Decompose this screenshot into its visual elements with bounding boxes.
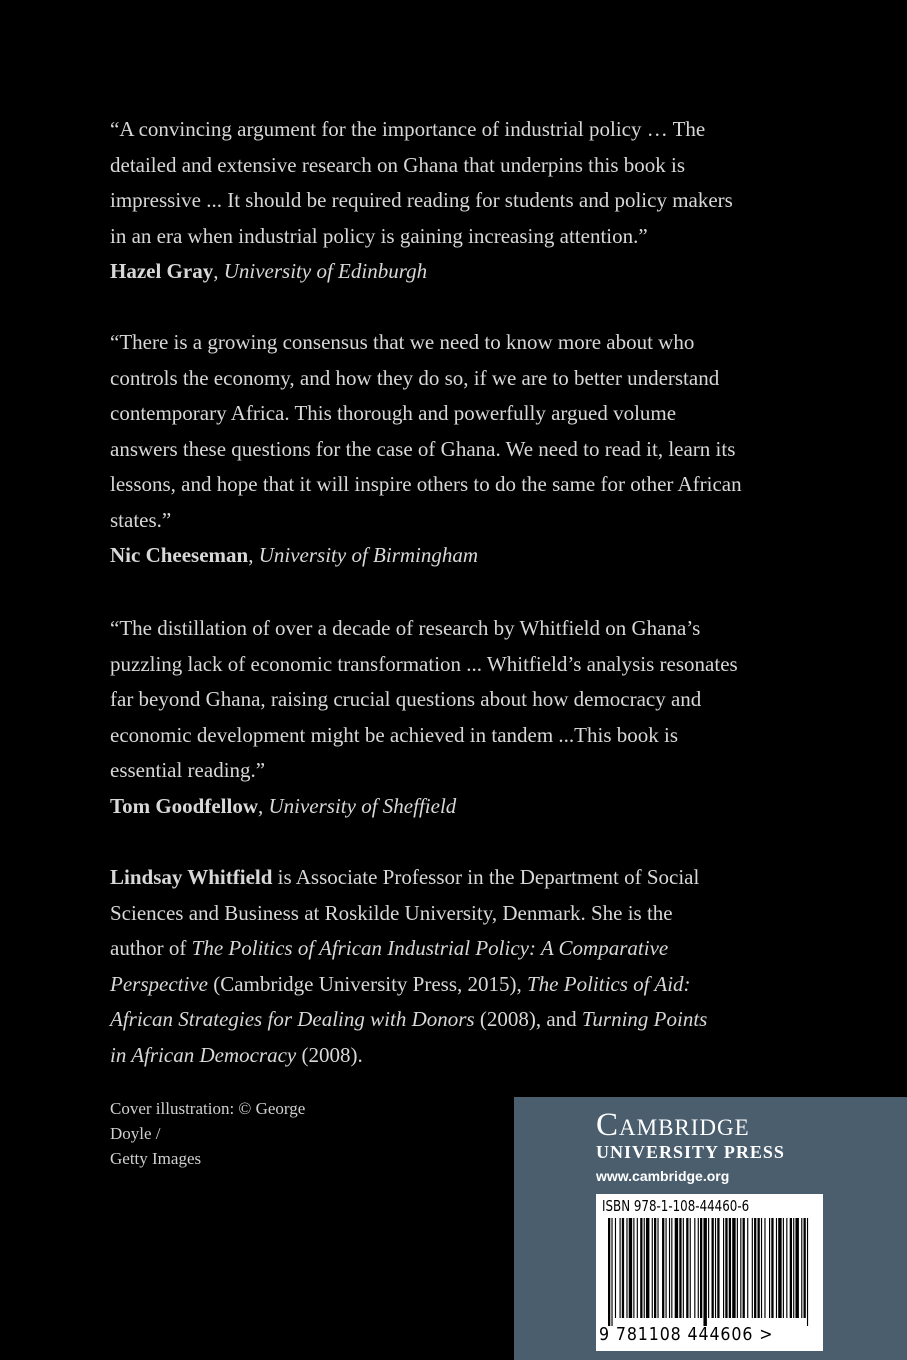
barcode-bar bbox=[679, 1218, 681, 1318]
barcode-bar bbox=[686, 1218, 688, 1318]
barcode-bar bbox=[644, 1218, 645, 1318]
quote-line: “A convincing argument for the importance of industrial policy … The bbox=[110, 117, 706, 141]
bio-text-run: (2008), and bbox=[474, 1007, 582, 1031]
book-title: The Politics of Aid: bbox=[527, 971, 691, 996]
quote-line: “There is a growing consensus that we need to know more about who bbox=[110, 330, 695, 354]
barcode-bar bbox=[761, 1218, 762, 1318]
quote-line: impressive ... It should be required reading for students and policy makers bbox=[110, 188, 733, 212]
book-title: The Politics of African Industrial Policy: A Comparative bbox=[191, 936, 669, 960]
barcode-bar bbox=[633, 1218, 634, 1318]
barcode-icon bbox=[602, 1218, 817, 1326]
endorsement-3 bbox=[110, 611, 822, 824]
publisher-subtitle: UNIVERSITY PRESS bbox=[596, 1142, 785, 1162]
isbn-label: ISBN 978-1-108-44460-6 bbox=[602, 1197, 750, 1215]
bio-text-run: (Cambridge University Press, 2015), bbox=[207, 971, 527, 996]
endorser-name: Nic Cheeseman bbox=[110, 543, 249, 567]
barcode-bar bbox=[708, 1218, 709, 1318]
endorser-name: Tom Goodfellow bbox=[110, 793, 258, 818]
bio-text-run: author of bbox=[110, 936, 192, 960]
bio-text-run: (2008). bbox=[296, 1042, 363, 1067]
barcode-bar bbox=[615, 1218, 616, 1318]
quote-line: states.” bbox=[110, 507, 172, 532]
bio-text-run: Sciences and Business at Roskilde University, Denmark. She is the bbox=[110, 900, 673, 925]
barcode-bar bbox=[652, 1218, 653, 1318]
cover-credit-line: Cover illustration: © George Doyle / bbox=[110, 1099, 306, 1143]
barcode-bar bbox=[778, 1218, 781, 1318]
barcode-bar bbox=[732, 1218, 735, 1318]
author-bio-text bbox=[110, 860, 822, 1073]
barcode-bar bbox=[793, 1218, 794, 1318]
barcode-bar bbox=[671, 1218, 672, 1318]
publisher-panel bbox=[514, 1097, 907, 1360]
quote-line: lessons, and hope that it will inspire others to do the same for other African bbox=[110, 472, 742, 496]
barcode-bar bbox=[646, 1218, 649, 1318]
barcode-bar bbox=[801, 1218, 802, 1318]
barcode-bar bbox=[654, 1218, 656, 1318]
barcode-bar bbox=[703, 1218, 706, 1326]
barcode-bar bbox=[740, 1218, 741, 1318]
barcode-bar bbox=[657, 1218, 658, 1318]
barcode-bar bbox=[608, 1218, 610, 1326]
barcode-bar bbox=[690, 1218, 691, 1318]
barcode-bar bbox=[776, 1218, 777, 1318]
quote-line: essential reading.” bbox=[110, 758, 266, 782]
barcode-bar bbox=[715, 1218, 716, 1318]
barcode-bar bbox=[737, 1218, 738, 1318]
endorser-affiliation: University of Edinburgh bbox=[223, 259, 428, 283]
barcode-box bbox=[596, 1194, 823, 1351]
barcode-digits: 9 781108 444606 > bbox=[599, 1324, 774, 1345]
barcode-bar bbox=[752, 1218, 753, 1318]
barcode-bar bbox=[795, 1218, 798, 1318]
barcode-bar bbox=[747, 1218, 748, 1318]
quote-line: economic development might be achieved in tandem ...This book is bbox=[110, 722, 679, 747]
barcode-bar bbox=[637, 1218, 638, 1318]
barcode-bar bbox=[717, 1218, 719, 1318]
barcode-bar bbox=[626, 1218, 627, 1318]
barcode-bar bbox=[666, 1218, 667, 1318]
barcode-bar bbox=[698, 1218, 699, 1318]
endorser-affiliation: University of Birmingham bbox=[258, 543, 479, 567]
barcode-bar bbox=[771, 1218, 773, 1318]
barcode-bar bbox=[754, 1218, 756, 1318]
barcode-bar bbox=[725, 1218, 727, 1318]
barcode-bar bbox=[712, 1218, 714, 1318]
barcode-bar bbox=[700, 1218, 702, 1318]
cover-credit bbox=[110, 1096, 310, 1171]
barcode-bar bbox=[729, 1218, 731, 1318]
barcode-bar bbox=[620, 1218, 621, 1318]
barcode-bar bbox=[783, 1218, 784, 1318]
endorsement-2 bbox=[110, 325, 822, 574]
barcode-bar bbox=[683, 1218, 684, 1318]
book-title: in African Democracy bbox=[110, 1042, 297, 1067]
endorsement-1 bbox=[110, 112, 822, 290]
barcode-bar bbox=[758, 1218, 760, 1318]
author-bio bbox=[110, 860, 822, 1073]
endorser-name: Hazel Gray bbox=[110, 259, 214, 283]
barcode-bar bbox=[769, 1218, 770, 1318]
endorsement-attribution: Nic Cheeseman, University of Birmingham bbox=[110, 543, 479, 567]
barcode-bar bbox=[723, 1218, 724, 1318]
quote-line: contemporary Africa. This thorough and powerfully argued volume bbox=[110, 401, 677, 425]
barcode-bar bbox=[807, 1218, 808, 1326]
endorsement-quote bbox=[110, 325, 822, 538]
quote-line: puzzling lack of economic transformation ... Whitfield’s analysis resonates bbox=[110, 651, 738, 676]
quote-line: “The distillation of over a decade of research by Whitfield on Ghana’s bbox=[110, 616, 701, 640]
quote-line: detailed and extensive research on Ghana that underpins this book is bbox=[110, 152, 685, 177]
barcode-bar bbox=[804, 1218, 806, 1318]
barcode-bar bbox=[675, 1218, 678, 1318]
barcode-bar bbox=[629, 1218, 632, 1318]
barcode-bar bbox=[622, 1218, 624, 1318]
barcode-bar bbox=[790, 1218, 792, 1318]
endorsement-attribution: Tom Goodfellow, University of Sheffield bbox=[110, 793, 457, 818]
publisher-name: Cambridge bbox=[596, 1107, 750, 1143]
barcode-bar bbox=[743, 1218, 745, 1318]
bio-text-run: is Associate Professor in the Department of Social bbox=[272, 865, 700, 889]
barcode-bar bbox=[786, 1218, 787, 1318]
barcode-bar bbox=[662, 1218, 664, 1318]
barcode-bar bbox=[764, 1218, 765, 1318]
barcode-bar bbox=[669, 1218, 670, 1318]
author-name: Lindsay Whitfield bbox=[110, 865, 273, 889]
barcode-bar bbox=[611, 1218, 612, 1326]
publisher-url: www.cambridge.org bbox=[596, 1168, 730, 1184]
quote-line: in an era when industrial policy is gaining increasing attention.” bbox=[110, 223, 648, 248]
quote-line: answers these questions for the case of Ghana. We need to read it, learn its bbox=[110, 436, 736, 461]
endorsement-quote bbox=[110, 112, 822, 254]
endorsement-quote bbox=[110, 611, 822, 789]
book-title: African Strategies for Dealing with Donors bbox=[110, 1007, 475, 1031]
quote-line: controls the economy, and how they do so, if we are to better understand bbox=[110, 365, 720, 390]
quote-line: far beyond Ghana, raising crucial questions about how democracy and bbox=[110, 687, 702, 711]
book-title: Perspective bbox=[110, 971, 208, 996]
cover-credit-line: Getty Images bbox=[110, 1149, 202, 1168]
barcode-bar bbox=[694, 1218, 695, 1318]
barcode-bar bbox=[640, 1218, 642, 1318]
endorsement-attribution: Hazel Gray, University of Edinburgh bbox=[110, 259, 428, 283]
book-title: Turning Points bbox=[581, 1007, 708, 1031]
endorser-affiliation: University of Sheffield bbox=[268, 793, 457, 818]
